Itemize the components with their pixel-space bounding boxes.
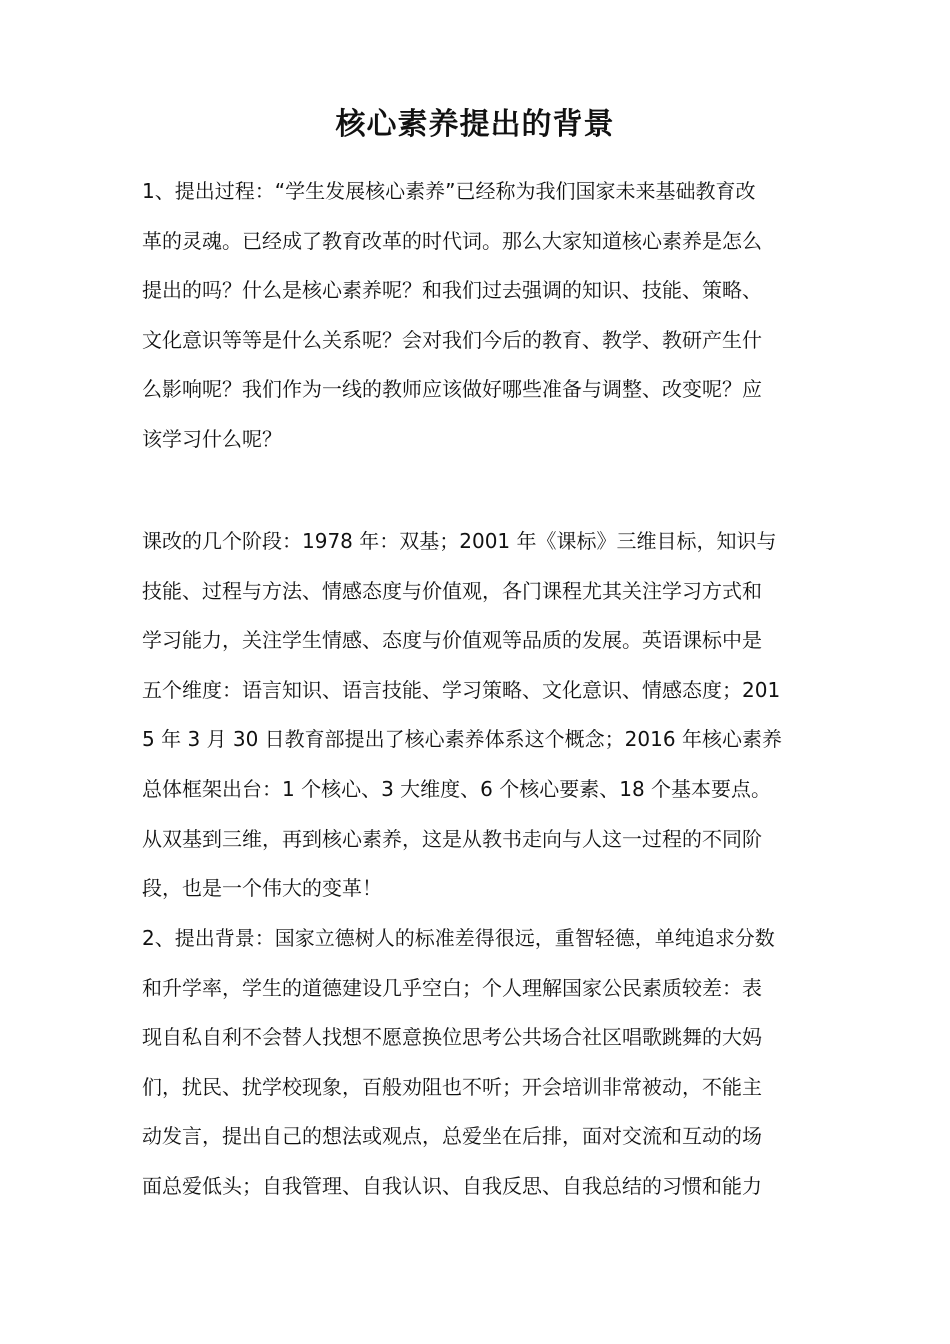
paragraph-line: 提出的吗？什么是核心素养呢？和我们过去强调的知识、技能、策略、 bbox=[142, 278, 762, 303]
paragraph-background bbox=[142, 914, 814, 1212]
paragraph-line: 动发言，提出自己的想法或观点，总爱坐在后排，面对交流和互动的场 bbox=[142, 1124, 762, 1149]
paragraph-line: 技能、过程与方法、情感态度与价值观，各门课程尤其关注学习方式和 bbox=[142, 578, 762, 603]
paragraph-line: 么影响呢？我们作为一线的教师应该做好哪些准备与调整、改变呢？应 bbox=[142, 377, 762, 402]
paragraph-line: 文化意识等等是什么关系呢？会对我们今后的教育、教学、教研产生什 bbox=[142, 327, 762, 352]
paragraph-line: 五个维度：语言知识、语言技能、学习策略、文化意识、情感态度；201 bbox=[142, 677, 781, 702]
paragraph-stages bbox=[142, 517, 814, 914]
paragraph-line: 和升学率，学生的道德建设几乎空白；个人理解国家公民素质较差：表 bbox=[142, 975, 762, 1000]
paragraph-line: 们，扰民、扰学校现象，百般劝阻也不听；开会培训非常被动，不能主 bbox=[142, 1074, 762, 1099]
paragraph-line: 5 年 3 月 30 日教育部提出了核心素养体系这个概念；2016 年核心素养 bbox=[142, 727, 782, 752]
paragraph-line: 段，也是一个伟大的变革！ bbox=[142, 876, 382, 901]
paragraph-line: 2、提出背景：国家立德树人的标准差得很远，重智轻德，单纯追求分数 bbox=[142, 926, 775, 950]
paragraph-line: 该学习什么呢？ bbox=[142, 426, 282, 451]
paragraph-line: 1、提出过程：“学生发展核心素养”已经称为我们国家未来基础教育改 bbox=[142, 179, 756, 203]
paragraph-line: 现自私自利不会替人找想不愿意换位思考公共场合社区唱歌跳舞的大妈 bbox=[142, 1025, 762, 1050]
paragraph-line: 面总爱低头；自我管理、自我认识、自我反思、自我总结的习惯和能力 bbox=[142, 1173, 762, 1198]
paragraph-line: 课改的几个阶段：1978 年：双基；2001 年《课标》三维目标，知识与 bbox=[142, 529, 777, 553]
paragraph-line: 从双基到三维，再到核心素养，这是从教书走向与人这一过程的不同阶 bbox=[142, 826, 762, 851]
paragraph-process bbox=[142, 167, 814, 465]
paragraph-line: 学习能力，关注学生情感、态度与价值观等品质的发展。英语课标中是 bbox=[142, 628, 762, 653]
document-title: 核心素养提出的背景 bbox=[335, 107, 615, 142]
paragraph-line: 革的灵魂。已经成了教育改革的时代词。那么大家知道核心素养是怎么 bbox=[142, 228, 762, 253]
paragraph-line: 总体框架出台：1 个核心、3 大维度、6 个核心要素、18 个基本要点。 bbox=[142, 776, 772, 801]
